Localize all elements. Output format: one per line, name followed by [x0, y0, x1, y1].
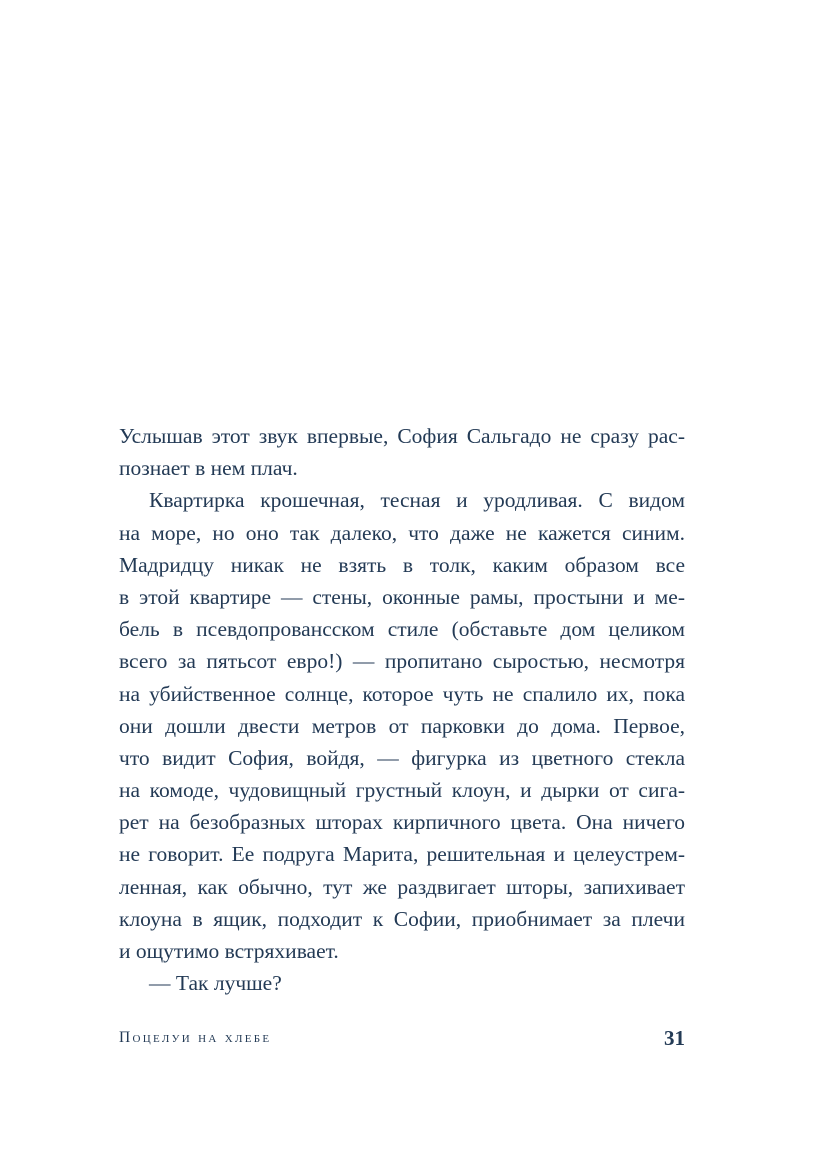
text-line: бель в псевдопровансском стиле (обставьте дом целиком	[119, 617, 685, 642]
text-line: в этой квартире — стены, оконные рамы, простыни и ме-	[119, 584, 685, 609]
text-line: на комоде, чудовищный грустный клоун, и дырки от сига-	[119, 778, 685, 803]
running-title: Поцелуи на хлебе	[119, 1029, 272, 1046]
text-line: Мадридцу никак не взять в толк, каким образом все	[119, 552, 685, 577]
text-line: рет на безобразных шторах кирпичного цвета. Она ничего	[119, 810, 685, 835]
text-line: познает в нем плач.	[119, 456, 298, 481]
text-line: — Так лучше?	[149, 971, 282, 996]
text-line: Квартирка крошечная, тесная и уродливая. С видом	[149, 488, 685, 513]
text-line: не говорит. Ее подруга Марита, решительная и целеустрем-	[119, 842, 685, 867]
text-line: клоуна в ящик, подходит к Софии, приобнимает за плечи	[119, 906, 685, 931]
text-line: Услышав этот звук впервые, София Сальгадо не сразу рас-	[119, 424, 685, 448]
page-footer	[119, 1026, 685, 1054]
text-line: на море, но оно так далеко, что даже не кажется синим.	[119, 520, 685, 545]
text-line: на убийственное солнце, которое чуть не спалило их, пока	[119, 681, 685, 706]
text-line: что видит София, войдя, — фигурка из цветного стекла	[119, 745, 685, 770]
text-line: и ощутимо встряхивает.	[119, 939, 339, 963]
text-line: ленная, как обычно, тут же раздвигает шторы, запихивает	[119, 874, 685, 899]
page-number: 31	[664, 1026, 685, 1050]
body-text	[119, 420, 685, 999]
text-line: они дошли двести метров от парковки до дома. Первое,	[119, 713, 685, 738]
text-line: всего за пятьсот евро!) — пропитано сыростью, несмотря	[119, 649, 685, 674]
